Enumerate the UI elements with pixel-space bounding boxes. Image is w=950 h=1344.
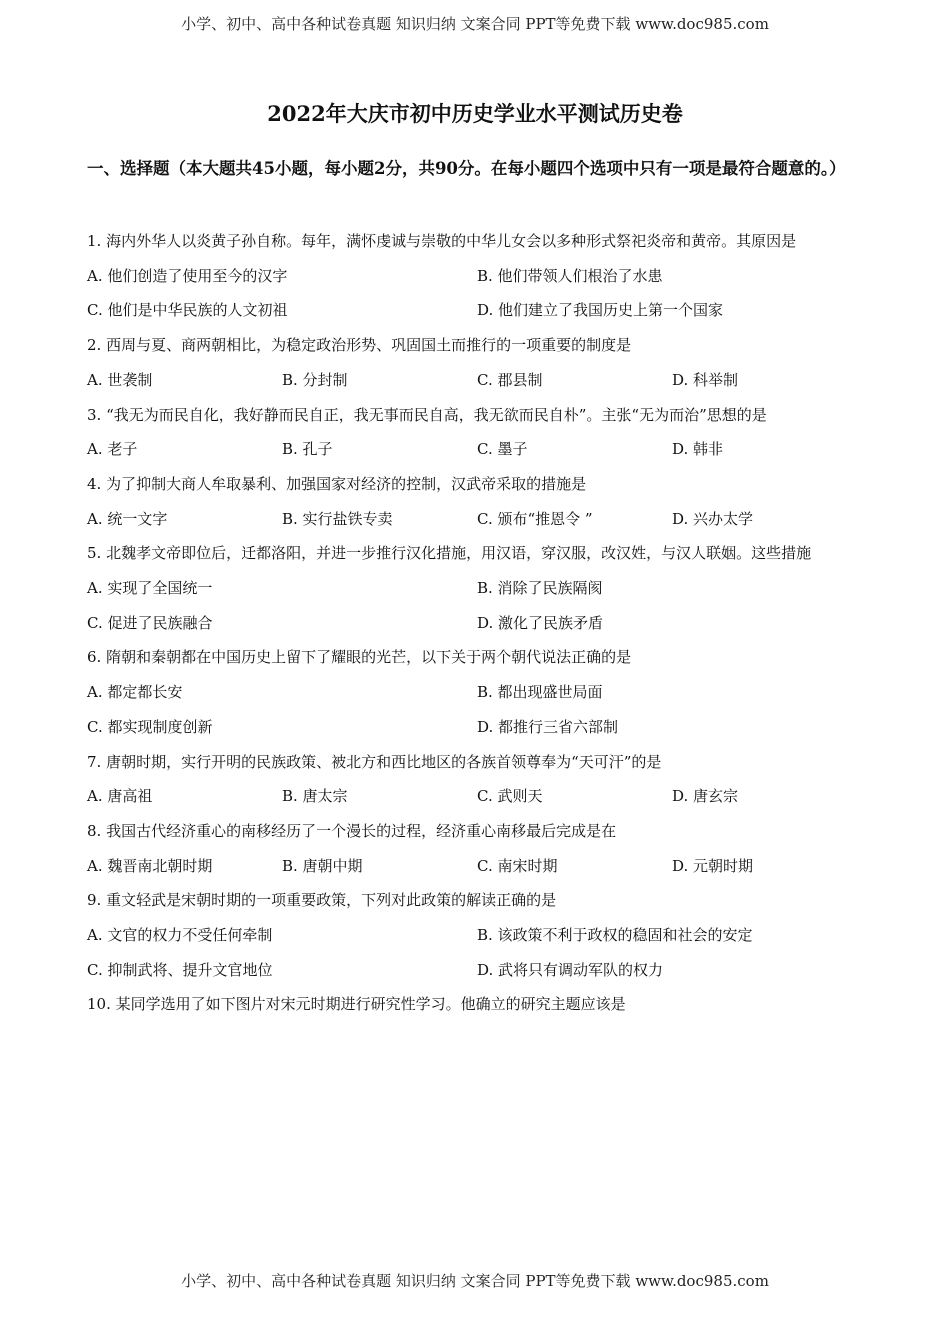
question-4-stem: 4. 为了抑制大商人牟取暴利、加强国家对经济的控制，汉武帝采取的措施是: [87, 474, 587, 493]
option-c: C. 武则天: [477, 787, 543, 806]
section-heading: 一、选择题（本大题共45小题，每小题2分，共90分。在每小题四个选项中只有一项是最符合题意的。）: [87, 159, 846, 178]
question-2-stem: 2. 西周与夏、商两朝相比，为稳定政治形势、巩固国土而推行的一项重要的制度是: [87, 336, 632, 355]
question-4-options: [87, 502, 867, 537]
option-a: A. 老子: [87, 440, 138, 459]
option-d: D. 都推行三省六部制: [477, 717, 619, 736]
option-a: A. 文官的权力不受任何牵制: [87, 926, 273, 945]
option-b: B. 该政策不利于政权的稳固和社会的安定: [477, 926, 753, 945]
option-a: A. 他们创造了使用至今的汉字: [87, 266, 288, 285]
question-3-options: [87, 432, 867, 467]
question-7-stem: 7. 唐朝时期，实行开明的民族政策、被北方和西比地区的各族首领尊奉为“天可汗”的是: [87, 752, 662, 771]
option-b: B. 唐朝中期: [282, 856, 363, 875]
question-6-options: [87, 675, 867, 744]
question-8-options: [87, 849, 867, 884]
question-8-stem: 8. 我国古代经济重心的南移经历了一个漫长的过程，经济重心南移最后完成是在: [87, 821, 617, 840]
question-7-options: [87, 779, 867, 814]
page-footer: 小学、初中、高中各种试卷真题 知识归纳 文案合同 PPT等免费下载 www.doc985.com: [181, 1272, 769, 1290]
question-3-stem: 3. “我无为而民自化，我好静而民自正，我无事而民自高，我无欲而民自朴”。主张“无为而治”思想的是: [87, 405, 767, 424]
question-9-stem: 9. 重文轻武是宋朝时期的一项重要政策，下列对此政策的解读正确的是: [87, 891, 557, 910]
option-c: C. 颁布“推恩令 ”: [477, 509, 593, 528]
option-c: C. 都实现制度创新: [87, 717, 213, 736]
option-c: C. 南宋时期: [477, 856, 558, 875]
option-b: B. 实行盐铁专卖: [282, 509, 393, 528]
option-a: A. 都定都长安: [87, 683, 183, 702]
option-a: A. 统一文字: [87, 509, 168, 528]
option-c: C. 抑制武将、提升文官地位: [87, 960, 273, 979]
question-5-options: [87, 571, 867, 640]
question-1-stem: 1. 海内外华人以炎黄子孙自称。每年，满怀虔诚与崇敬的中华儿女会以多种形式祭祀炎帝和黄帝。其原因是: [87, 232, 797, 250]
question-1-options: [87, 259, 867, 328]
option-d: D. 武将只有调动军队的权力: [477, 960, 664, 979]
option-d: D. 元朝时期: [672, 856, 754, 875]
question-2-options: [87, 363, 867, 398]
option-b: B. 分封制: [282, 370, 348, 389]
question-5-stem: 5. 北魏孝文帝即位后，迁都洛阳，并进一步推行汉化措施，用汉语，穿汉服，改汉姓，与汉人联姻。这些措施: [87, 544, 812, 563]
option-a: A. 世袭制: [87, 370, 153, 389]
option-d: D. 他们建立了我国历史上第一个国家: [477, 301, 724, 320]
option-b: B. 唐太宗: [282, 787, 348, 806]
option-b: B. 孔子: [282, 440, 333, 459]
option-b: B. 都出现盛世局面: [477, 683, 603, 702]
option-d: D. 兴办太学: [672, 509, 754, 528]
question-10-stem: 10. 某同学选用了如下图片对宋元时期进行研究性学习。他确立的研究主题应该是: [87, 995, 626, 1014]
option-c: C. 墨子: [477, 440, 528, 459]
option-a: A. 实现了全国统一: [87, 579, 213, 598]
option-a: A. 魏晋南北朝时期: [87, 856, 213, 875]
option-c: C. 郡县制: [477, 370, 543, 389]
option-d: D. 科举制: [672, 370, 739, 389]
option-c: C. 促进了民族融合: [87, 613, 213, 632]
option-a: A. 唐高祖: [87, 787, 153, 806]
question-6-stem: 6. 隋朝和秦朝都在中国历史上留下了耀眼的光芒，以下关于两个朝代说法正确的是: [87, 648, 632, 667]
page-header: 小学、初中、高中各种试卷真题 知识归纳 文案合同 PPT等免费下载 www.doc985.com: [181, 15, 769, 33]
question-list: [87, 224, 867, 1022]
option-b: B. 他们带领人们根治了水患: [477, 266, 663, 285]
option-b: B. 消除了民族隔阂: [477, 579, 603, 598]
option-d: D. 韩非: [672, 440, 724, 459]
page-title: 2022年大庆市初中历史学业水平测试历史卷: [267, 101, 683, 126]
option-c: C. 他们是中华民族的人文初祖: [87, 301, 288, 320]
option-d: D. 激化了民族矛盾: [477, 613, 604, 632]
question-9-options: [87, 918, 867, 987]
option-d: D. 唐玄宗: [672, 787, 739, 806]
